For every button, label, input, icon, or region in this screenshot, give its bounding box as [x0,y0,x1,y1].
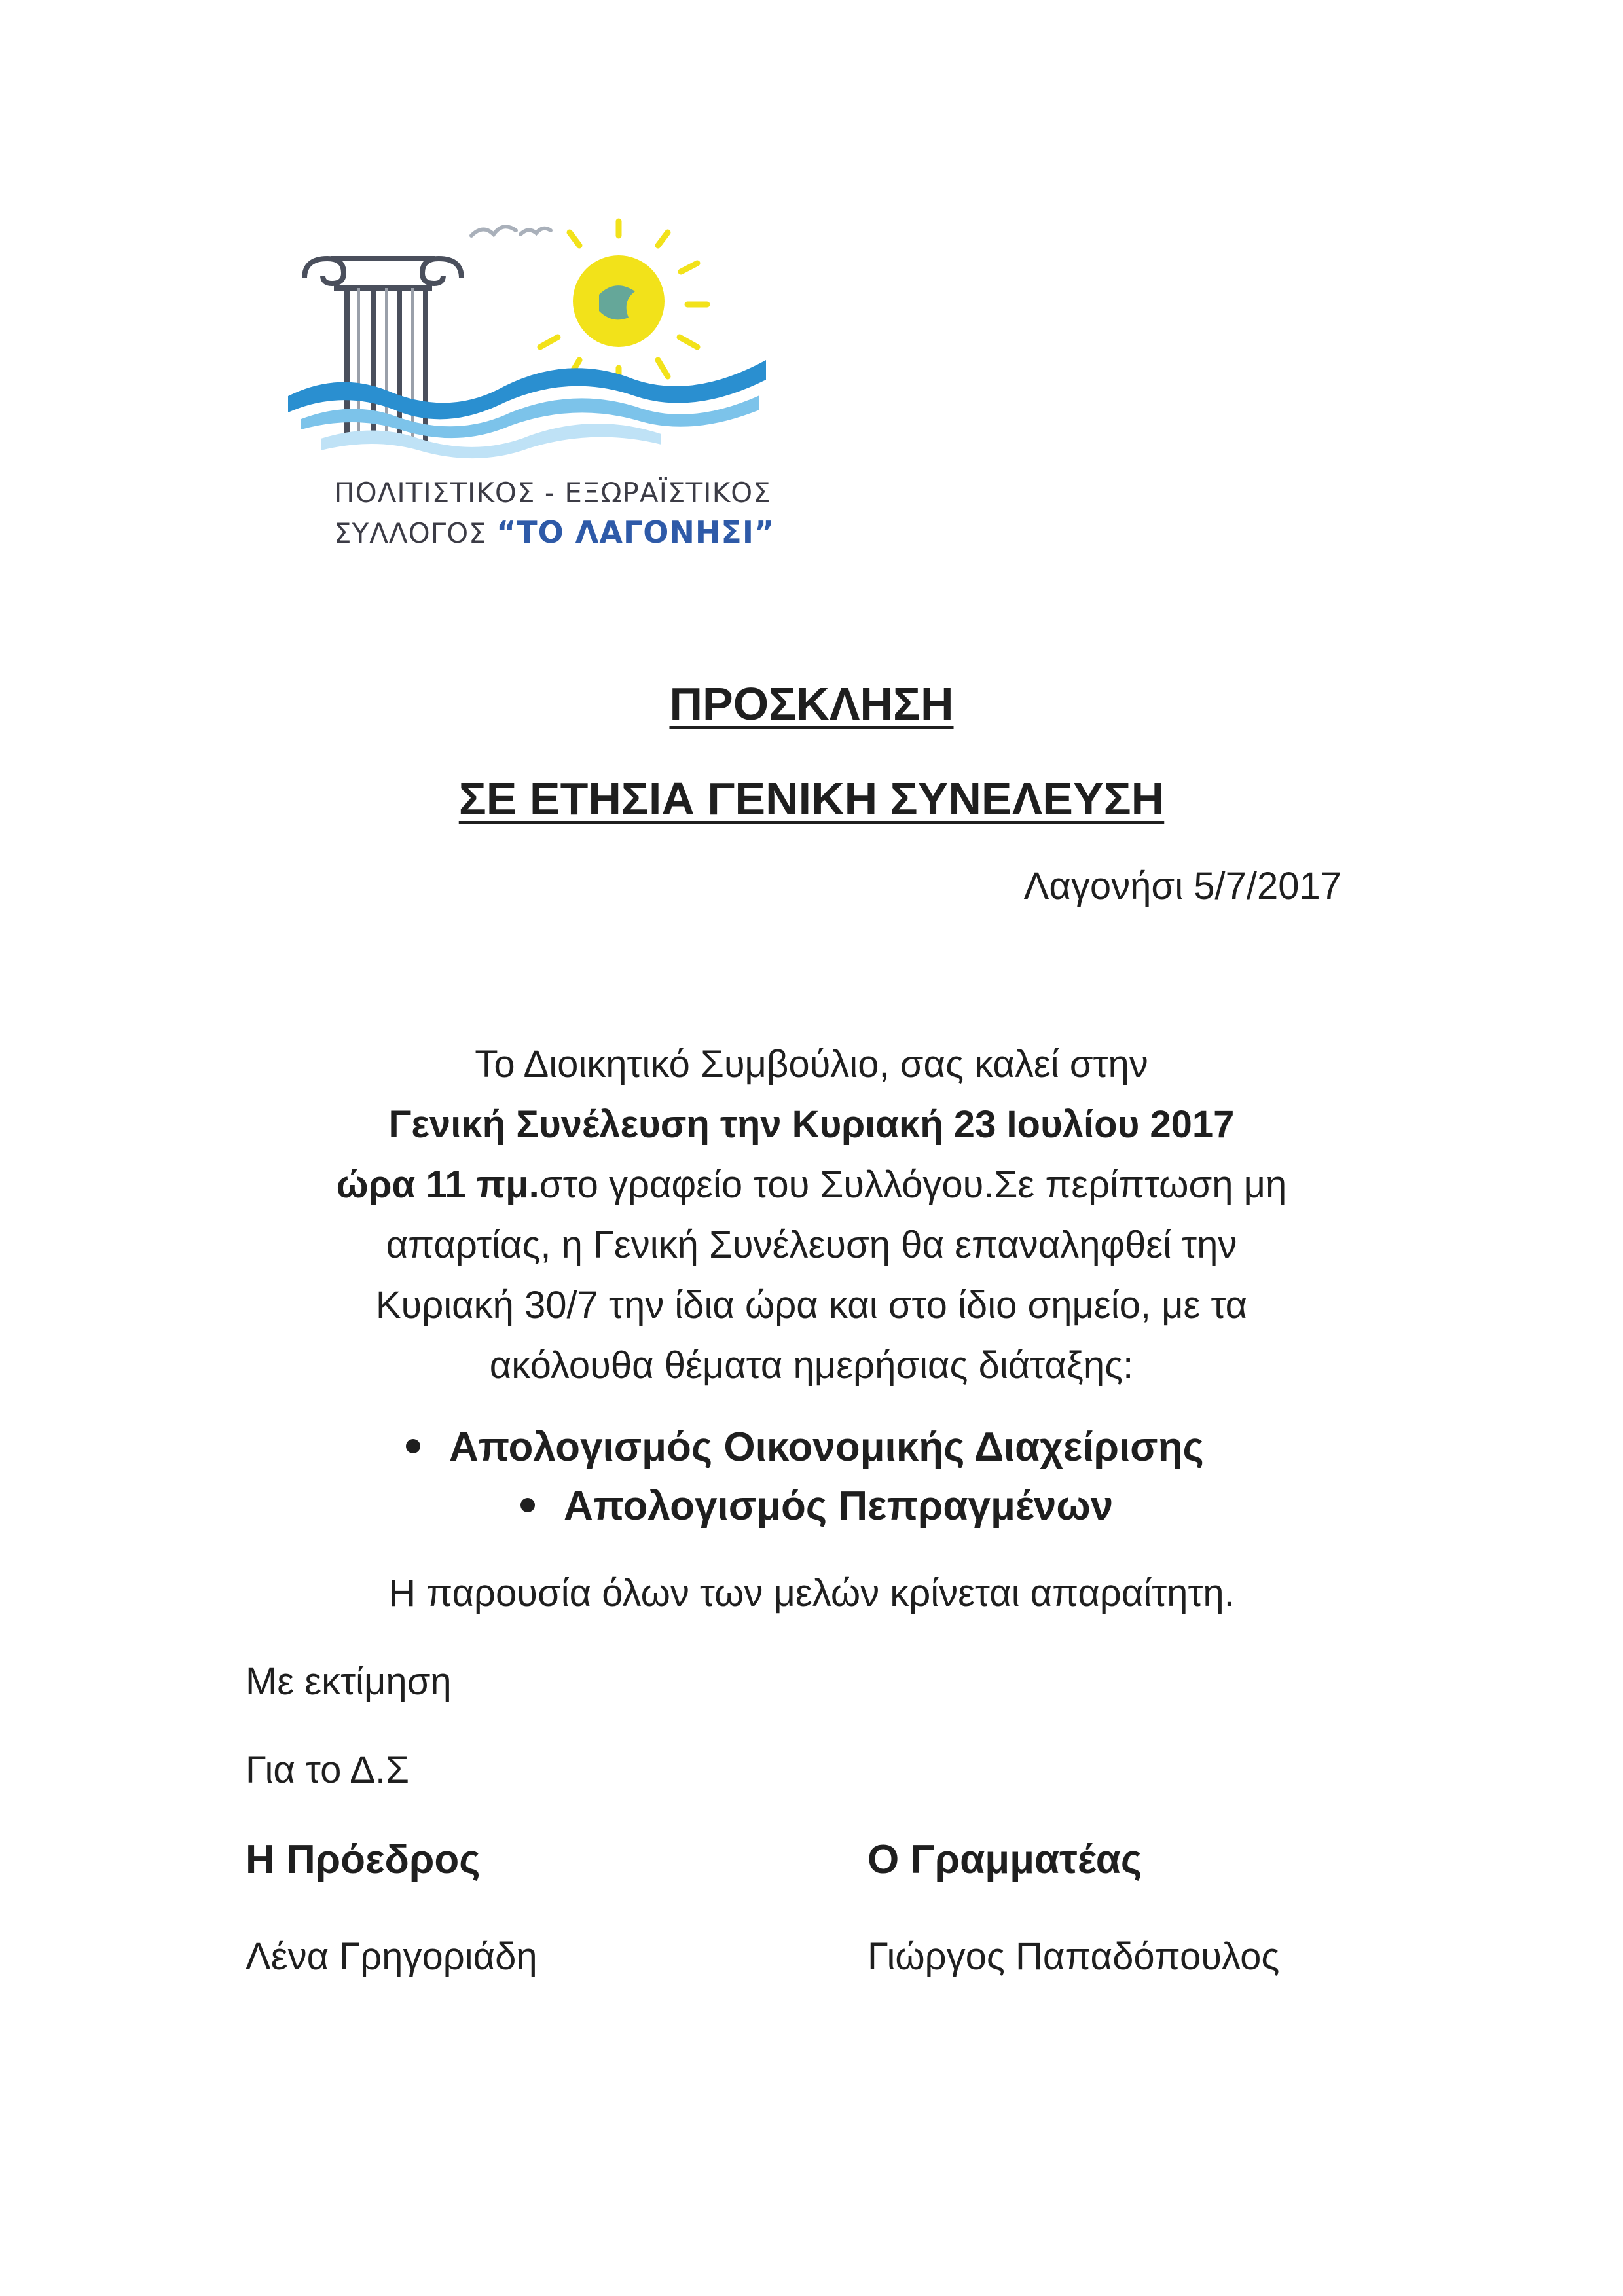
body-line-3-rest: στο γραφείο του Συλλόγου.Σε περίπτωση μη [539,1163,1287,1206]
document-title: ΠΡΟΣΚΛΗΣΗ [669,678,954,729]
logo-association-name: “ΤΟ ΛΑΓΟΝΗΣΙ” [496,515,775,550]
closing-text: Με εκτίμηση [246,1660,452,1703]
invitation-body [0,1034,1623,1396]
logo-text-prefix: ΣΥΛΛΟΓΟΣ [334,517,497,549]
seagulls-icon [471,227,551,236]
bullet-icon [406,1439,420,1453]
for-board-text: Για το Δ.Σ [246,1749,409,1791]
document-date: Λαγονήσι 5/7/2017 [1023,865,1341,907]
secretary-name: Γιώργος Παπαδόπουλος [867,1935,1280,1978]
logo-graphic [275,216,786,478]
body-line-2 [0,1095,1623,1155]
body-line-3 [0,1155,1623,1215]
agenda-item [520,1476,1113,1537]
bullet-icon [520,1498,535,1512]
agenda-item-label: Απολογισμός Πεπραγμένων [564,1484,1114,1529]
document-subtitle: ΣΕ ΕΤΗΣΙΑ ΓΕΝΙΚΗ ΣΥΝΕΛΕΥΣΗ [458,773,1165,824]
agenda-item-label: Απολογισμός Οικονομικής Διαχείρισης [449,1425,1204,1470]
logo-text-line1: ΠΟΛΙΤΙΣΤΙΚΟΣ - ΕΞΩΡΑΪΣΤΙΚΟΣ [334,477,771,509]
association-logo [275,216,786,563]
body-line-5: Κυριακή 30/7 την ίδια ώρα και στο ίδιο σημείο, με τα [375,1284,1248,1326]
sun-icon [540,221,707,385]
agenda-item [406,1417,1204,1478]
president-name: Λένα Γρηγοριάδη [246,1935,538,1978]
body-line-4: απαρτίας, η Γενική Συνέλευση θα επαναληφθεί την [386,1224,1237,1266]
logo-text-line2 [334,515,792,550]
secretary-role: Ο Γραμματέας [867,1837,1142,1882]
body-line-6: ακόλουθα θέματα ημερήσιας διάταξης: [489,1344,1134,1387]
body-line-1: Το Διοικητικό Συμβούλιο, σας καλεί στην [475,1043,1148,1085]
presence-note: Η παρουσία όλων των μελών κρίνεται απαραίτητη. [388,1572,1235,1614]
meeting-date-text: Γενική Συνέλευση την Κυριακή 23 Ιουλίου 2017 [388,1103,1235,1146]
president-role: Η Πρόεδρος [246,1837,481,1882]
meeting-time-text: ώρα 11 πμ. [336,1163,539,1206]
